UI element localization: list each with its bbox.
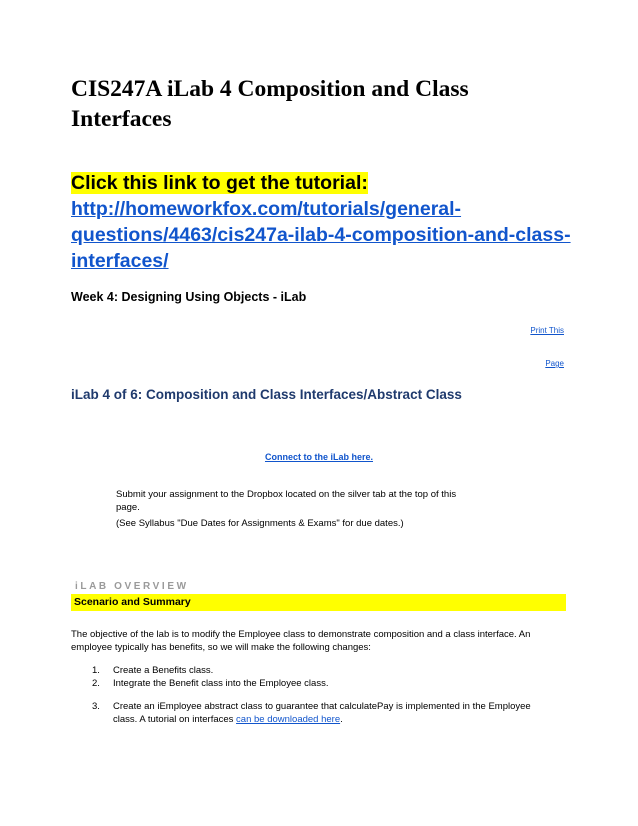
overview-label: iLAB OVERVIEW — [75, 581, 189, 592]
print-page-link[interactable]: Page — [545, 359, 564, 368]
week-heading: Week 4: Designing Using Objects - iLab — [71, 290, 307, 304]
connect-ilab-link[interactable]: Connect to the iLab here. — [264, 452, 373, 462]
step-number: 3. — [92, 701, 100, 712]
tutorial-link[interactable]: http://homeworkfox.com/tutorials/general-questions/4463/cis247a-ilab-4-composition-and-class-interfaces/ — [71, 198, 571, 272]
step-text: Integrate the Benefit class into the Employee class. — [113, 678, 329, 689]
tutorial-prompt: Click this link to get the tutorial: — [71, 172, 368, 194]
submit-instructions: Submit your assignment to the Dropbox located on the silver tab at the top of this page. — [116, 489, 457, 513]
steps-list — [92, 664, 542, 726]
interfaces-download-link[interactable]: can be downloaded here — [236, 714, 341, 725]
scenario-heading: Scenario and Summary — [71, 594, 566, 611]
step-number: 1. — [92, 665, 100, 676]
connect-block — [0, 452, 638, 462]
list-item — [92, 677, 542, 690]
step-text: Create an iEmployee abstract class to guarantee that calculatePay is implemented in the Employee class. A tutorial on interfaces — [113, 701, 531, 725]
ilab-heading: iLab 4 of 6: Composition and Class Interfaces/Abstract Class — [71, 387, 462, 402]
tutorial-block — [71, 170, 571, 274]
objective-text: The objective of the lab is to modify the Employee class to demonstrate composition and a class interface. An employee typically has benefits, so we will make the following changes: — [71, 629, 531, 653]
step-text: Create a Benefits class. — [113, 665, 214, 676]
list-item — [92, 664, 542, 677]
step-number: 2. — [92, 678, 100, 689]
print-this-link[interactable]: Print This — [530, 326, 564, 335]
syllabus-note: (See Syllabus "Due Dates for Assignments & Exams" for due dates.) — [116, 518, 404, 529]
page-title: CIS247A iLab 4 Composition and Class Interfaces — [71, 76, 469, 132]
step-suffix: . — [340, 714, 343, 725]
list-item — [92, 700, 542, 726]
